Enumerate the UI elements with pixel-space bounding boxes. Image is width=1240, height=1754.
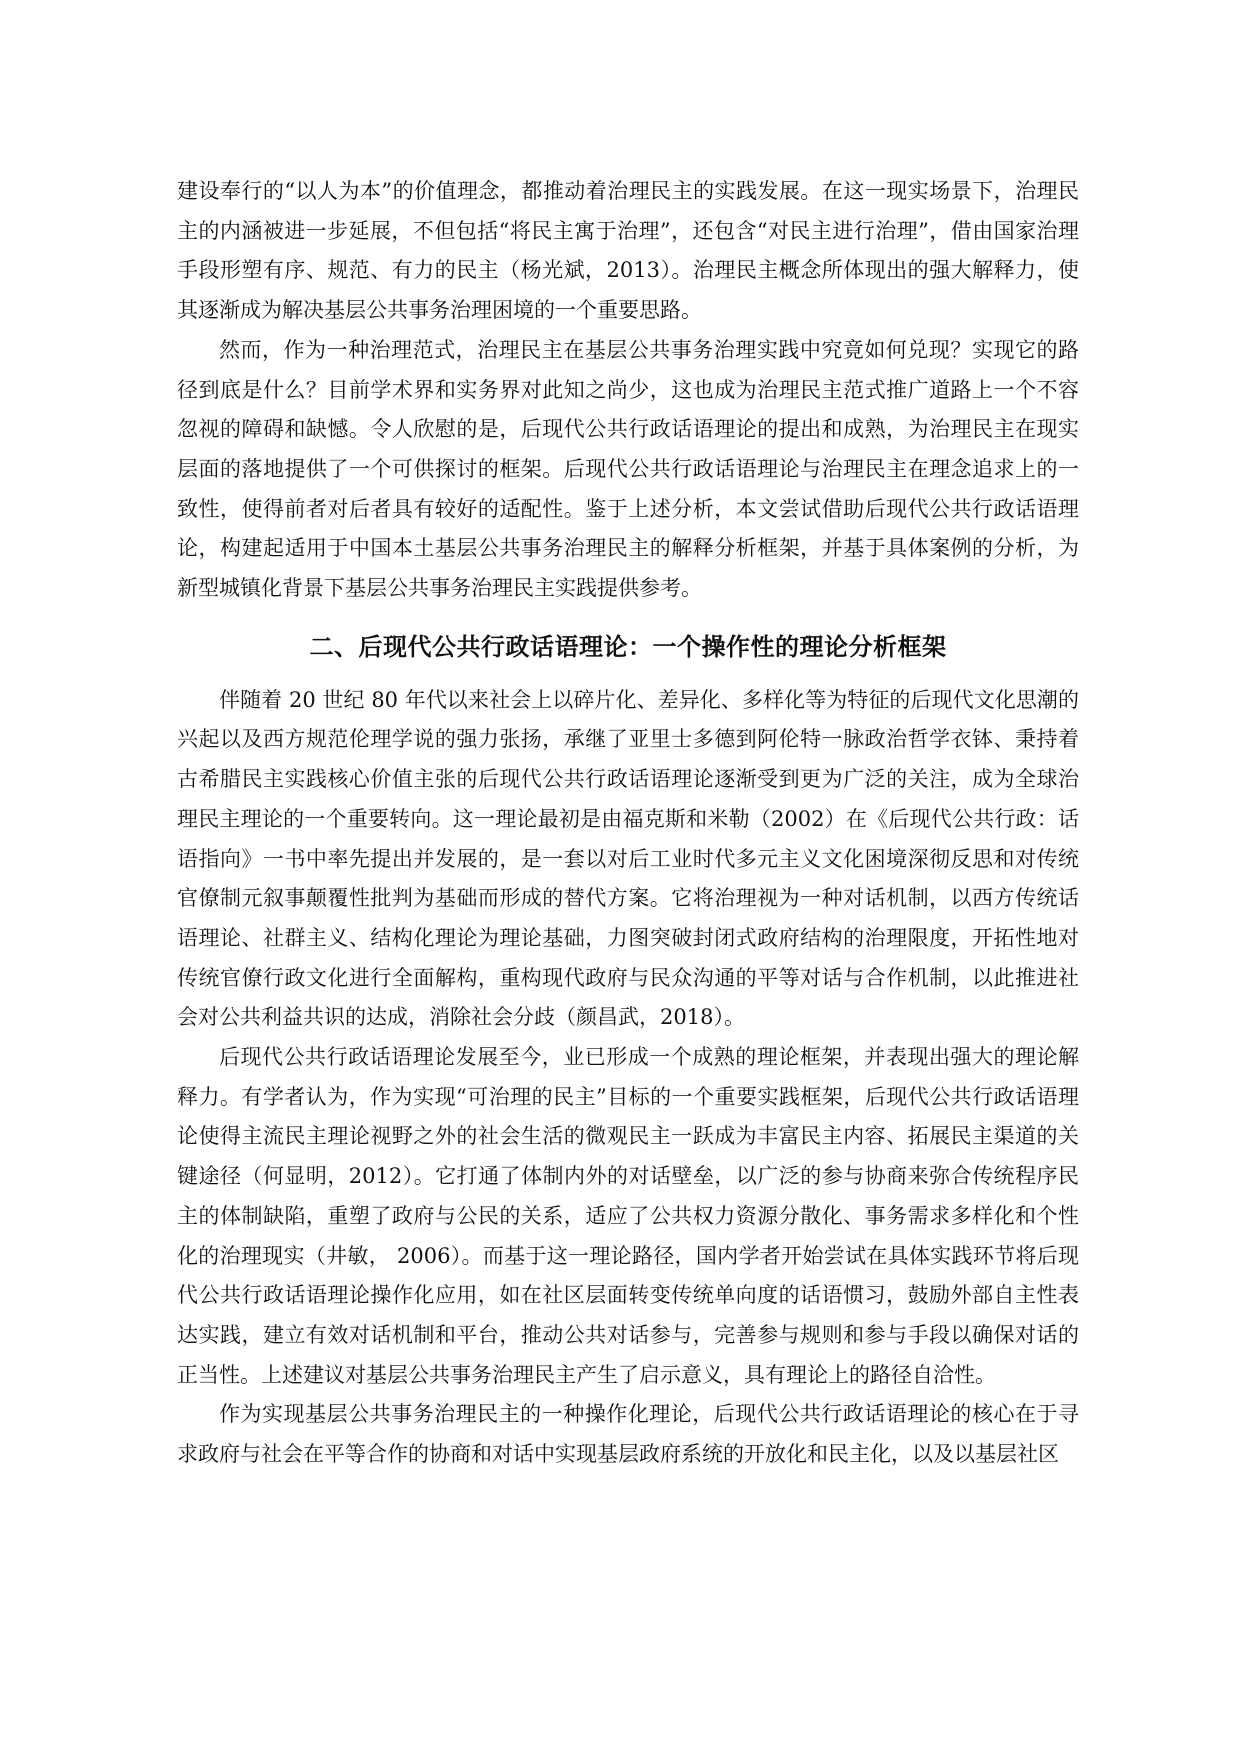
paragraph-2: 然而，作为一种治理范式，治理民主在基层公共事务治理实践中究竟如何兑现？实现它的路径到底是什么？目前学术界和实务界对此知之尚少，这也成为治理民主范式推广道路上一个不容忽视的障碍和缺憾。令人欣慰的是，后现代公共行政话语理论的提出和成熟，为治理民主在现实层面的落地提供了一个可供探讨的框架。后现代公共行政话语理论与治理民主在理念追求上的一致性，使得前者对后者具有较好的适配性。鉴于上述分析，本文尝试借助后现代公共行政话语理论，构建起适用于中国本土基层公共事务治理民主的解释分析框架，并基于具体案例的分析，为新型城镇化背景下基层公共事务治理民主实践提供参考。 (177, 337, 1079, 601)
paragraph-4: 后现代公共行政话语理论发展至今，业已形成一个成熟的理论框架，并表现出强大的理论解释力。有学者认为，作为实现“可治理的民主”目标的一个重要实践框架，后现代公共行政话语理论使得主流民主理论视野之外的社会生活的微观民主一跃成为丰富民主内容、拓展民主渠道的关键途径（何显明，2012）。它打通了体制内外的对话壁垒，以广泛的参与协商来弥合传统程序民主的体制缺陷，重塑了政府与公民的关系，适应了公共权力资源分散化、事务需求多样化和个性化的治理现实（井敏， 2006）。而基于这一理论路径，国内学者开始尝试在具体实践环节将后现代公共行政话语理论操作化应用，如在社区层面转变传统单向度的话语惯习，鼓励外部自主性表达实践，建立有效对话机制和平台，推动公共对话参与，完善参与规则和参与手段以确保对话的正当性。上述建议对基层公共事务治理民主产生了启示意义，具有理论上的路径自洽性。 (177, 1045, 1079, 1387)
paragraph-3: 伴随着 20 世纪 80 年代以来社会上以碎片化、差异化、多样化等为特征的后现代文化思潮的兴起以及西方规范伦理学说的强力张扬，承继了亚里士多德到阿伦特一脉政治哲学衣钵、秉持着古希腊民主实践核心价值主张的后现代公共行政话语理论逐渐受到更为广泛的关注，成为全球治理民主理论的一个重要转向。这一理论最初是由福克斯和米勒（2002）在《后现代公共行政：话语指向》一书中率先提出并发展的，是一套以对后工业时代多元主义文化困境深彻反思和对传统官僚制元叙事颠覆性批判为基础而形成的替代方案。它将治理视为一种对话机制，以西方传统话语理论、社群主义、结构化理论为理论基础，力图突破封闭式政府结构的治理限度，开拓性地对传统官僚行政文化进行全面解构，重构现代政府与民众沟通的平等对话与合作机制，以此推进社会对公共利益共识的达成，消除社会分歧（颜昌武，2018）。 (177, 687, 1079, 1030)
section-heading: 二、后现代公共行政话语理论：一个操作性的理论分析框架 (309, 632, 947, 661)
paragraph-5: 作为实现基层公共事务治理民主的一种操作化理论，后现代公共行政话语理论的核心在于寻求政府与社会在平等合作的协商和对话中实现基层政府系统的开放化和民主化，以及以基层社区 (177, 1402, 1079, 1467)
document-body (177, 172, 1079, 1475)
paragraph-1: 建设奉行的“以人为本”的价值理念，都推动着治理民主的实践发展。在这一现实场景下，治理民主的内涵被进一步延展，不但包括“将民主寓于治理”，还包含“对民主进行治理”，借由国家治理手段形塑有序、规范、有力的民主（杨光斌，2013）。治理民主概念所体现出的强大解释力，使其逐渐成为解决基层公共事务治理困境的一个重要思路。 (177, 179, 1079, 323)
